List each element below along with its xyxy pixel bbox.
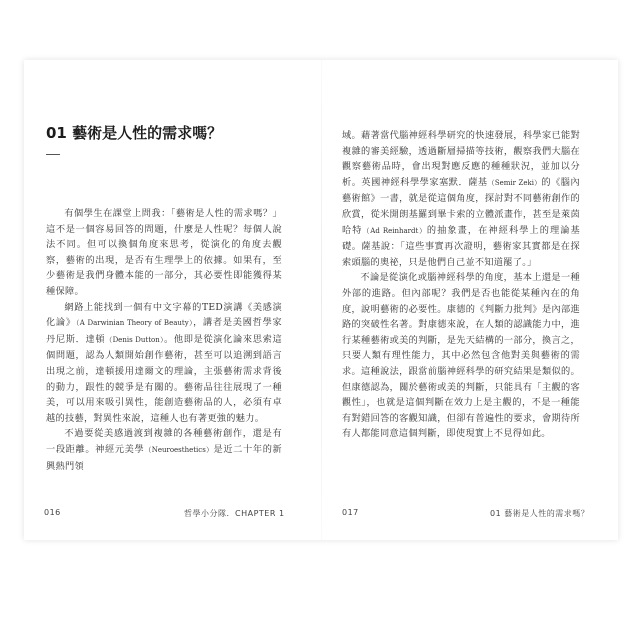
page-number: 016	[44, 508, 61, 517]
paragraph-3	[46, 426, 282, 474]
paragraph-text: 是近二十年的新興熱門領	[46, 443, 283, 472]
paragraph-text: 的《腦內藝術館》一書，就是從這個角度，探討對不同藝術創作的欣賞，從米開朗基羅到畢卡索的立體派畫作，甚至是萊茵哈特	[342, 176, 581, 236]
english-term: （Ad Reinhardt）	[362, 226, 427, 235]
paragraph-text: 網路上能找到一個有中文字幕的TED演講《美感演化論》	[46, 301, 282, 329]
paragraph-continued	[342, 128, 580, 270]
running-head: 01 藝術是人性的需求嗎？	[490, 509, 590, 518]
running-head: 哲學小分隊．CHAPTER 1	[184, 509, 285, 518]
english-term: （Neuroesthetics）	[144, 445, 214, 454]
paragraph-text: 。他即是從演化論來思索這個問題，認為人類開始創作藝術，甚至可以追溯到語言出現之前，達頓援用達爾文的理論，主張藝術需求背後的動力，跟性的競爭是有關的。藝術品往往展現了一種美，可以用來吸引異性，能創造藝術品的人，必須有卓越的技藝，對異性來說，這種人也有著更強的魅力。	[46, 333, 282, 424]
paragraph-1	[46, 206, 282, 300]
paragraph-text: 有個學生在課堂上問我：「藝術是人性的需求嗎？」這不是一個容易回答的問題，什麼是人性呢？每個人說法不同。但可以換個角度來思考，從演化的角度去觀察，藝術的出現，是否有生理學上的依據。如果有，至少藝術是我們身體本能的一部分，其必要性即能獲得某種保障。	[46, 208, 282, 297]
left-body-text	[46, 206, 282, 474]
paragraph-text: 域。藉著當代腦神經科學研究的快速發展，科學家已能對複雜的審美經驗，透過斷層掃描等技術，觀察我們大腦在觀察藝術品時，會出現對應反應的種種狀況，並加以分析。英國神經科學學家塞默．薩基	[342, 130, 580, 188]
english-term: （Semir Zeki）	[487, 178, 542, 187]
paragraph-text: ，講者是美國哲學家丹尼斯．達頓	[46, 317, 283, 345]
page-number: 017	[342, 508, 359, 517]
paragraph-5	[342, 270, 580, 442]
paragraph-text: 的抽象畫，在神經科學上的理論基礎。薩基說：「這些事實再次證明，藝術家其實都是在探索頭腦的奧祕，只是他們自己並不知道罷了。」	[342, 224, 581, 268]
book-spread	[24, 60, 618, 540]
right-page	[322, 60, 618, 540]
paragraph-text: 不過要從美感過渡到複雜的各種藝術創作，還是有一段距離。神經元美學	[46, 428, 282, 455]
title-rule	[46, 154, 60, 155]
chapter-title: 01 藝術是人性的需求嗎？	[46, 124, 223, 142]
paragraph-text: 不論是從演化或腦神經科學的角度，基本上還是一種外部的進路。但內部呢？我們是否也能從某種內在的角度，說明藝術的必要性。康德的《判斷力批判》是內部進路的突破性名著。對康德來說，在人類的認識能力中，進行某種藝術或美的判斷，是先天結構的一部分，換言之，只要人類有理性能力，其中必然包含他對美與藝術的需求。這種說法，跟當前腦神經科學的研究結果是類似的。但康德認為，關於藝術或美的判斷，只能具有「主觀的客觀性」，也就是這個判斷在效力上是主觀的，不是一種能有對錯回答的客觀知識，但卻有普遍性的要求，會期待所有人都能同意這個判斷，即使現實上不見得如此。	[342, 272, 580, 440]
english-term: （Denis Dutton）	[105, 335, 164, 344]
english-term: （A Darwinian Theory of Beauty）	[75, 319, 194, 328]
right-body-text	[342, 128, 580, 442]
left-page	[24, 60, 321, 540]
paragraph-2	[46, 300, 282, 427]
